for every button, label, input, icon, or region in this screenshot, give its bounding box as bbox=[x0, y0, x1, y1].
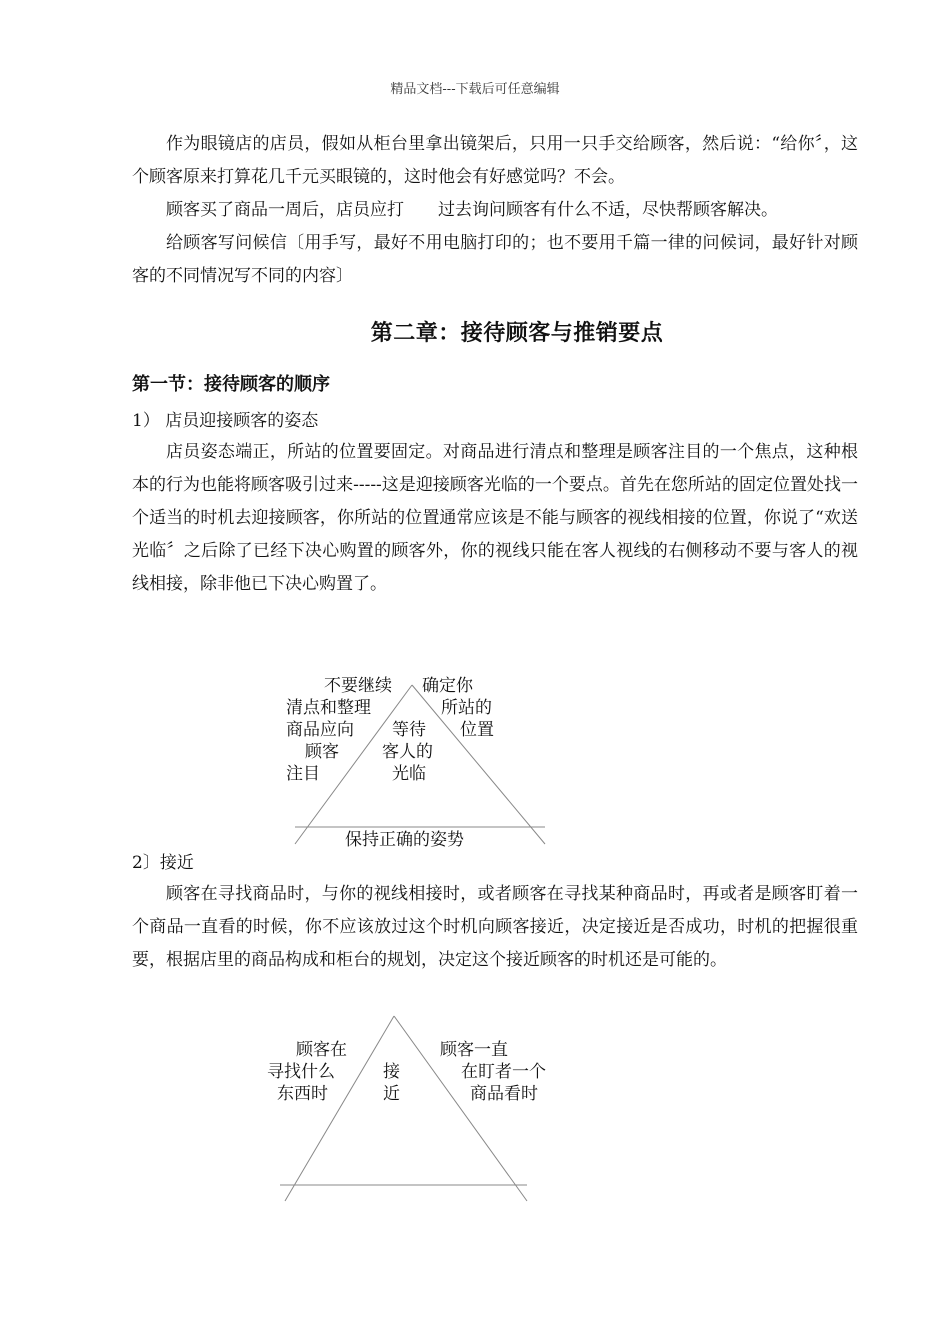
diagram1-center-line-2: 客人的 bbox=[382, 742, 433, 762]
diagram1-right-line-1: 确定你 bbox=[422, 676, 473, 696]
diagram1-left-line-3: 商品应向 bbox=[286, 720, 354, 740]
diagram1-left-line-4: 顾客 bbox=[305, 742, 339, 762]
diagram1-left-line-2: 清点和整理 bbox=[286, 698, 371, 718]
paragraph-2: 顾客买了商品一周后，店员应打 过去询问顾客有什么不适，尽快帮顾客解决。 bbox=[166, 200, 778, 220]
diagram2-left-line-3: 东西时 bbox=[277, 1084, 328, 1104]
paragraph-1: 作为眼镜店的店员，假如从柜台里拿出镜架后，只用一只手交给顾客，然后说：“给你〞，这个顾客原来打算花几千元买眼镜的，这时他会有好感觉吗？不会。 bbox=[132, 134, 858, 187]
diagram1-center-line-1: 等待 bbox=[392, 720, 426, 740]
diagram2-center-line-1: 接 bbox=[383, 1062, 400, 1082]
diagram2-left-line-1: 顾客在 bbox=[296, 1040, 347, 1060]
diagram1-right-line-3: 位置 bbox=[460, 720, 494, 740]
item-2-title: 2〕接近 bbox=[132, 853, 194, 873]
diagram2-left-line-2: 寻找什么 bbox=[267, 1062, 335, 1082]
diagram2-right-line-2: 在盯者一个 bbox=[461, 1062, 546, 1082]
diagram2-right-line-3: 商品看时 bbox=[470, 1084, 538, 1104]
diagram2-center-line-2: 近 bbox=[383, 1084, 400, 1104]
item-1-paragraph: 店员姿态端正，所站的位置要固定。对商品进行清点和整理是顾客注目的一个焦点，这种根本的行为也能将顾客吸引过来-----这是迎接顾客光临的一个要点。首先在您所站的固定位置处找一个适当的时机去迎接顾客，你所站的位置通常应该是不能与顾客的视线相接的位置，你说了“欢送光临〞之后除了已经下决心购置的顾客外，你的视线只能在客人视线的右侧移动不要与客人的视线相接，除非他已下决心购置了。 bbox=[132, 442, 858, 594]
item-2-paragraph: 顾客在寻找商品时，与你的视线相接时，或者顾客在寻找某种商品时，再或者是顾客盯着一个商品一直看的时候，你不应该放过这个时机向顾客接近，决定接近是否成功，时机的把握很重要，根据店里的商品构成和柜台的规划，决定这个接近顾客的时机还是可能的。 bbox=[132, 884, 858, 970]
item-1-title: 1） 店员迎接顾客的姿态 bbox=[132, 411, 319, 431]
page-header: 精品文档---下载后可任意编辑 bbox=[390, 82, 560, 97]
section-title: 第一节：接待顾客的顺序 bbox=[132, 374, 330, 395]
diagram2-right-line-1: 顾客一直 bbox=[440, 1040, 508, 1060]
diagram1-center-line-3: 光临 bbox=[392, 764, 426, 784]
diagram1-left-line-5: 注目 bbox=[286, 764, 320, 784]
diagram1-right-line-2: 所站的 bbox=[441, 698, 492, 718]
paragraph-3: 给顾客写问候信〔用手写，最好不用电脑打印的；也不要用千篇一律的问候词，最好针对顾客的不同情况写不同的内容〕 bbox=[132, 233, 858, 286]
chapter-title: 第二章：接待顾客与推销要点 bbox=[370, 320, 664, 346]
diagram1-base: 保持正确的姿势 bbox=[345, 830, 464, 850]
diagram1-left-line-1: 不要继续 bbox=[324, 676, 392, 696]
